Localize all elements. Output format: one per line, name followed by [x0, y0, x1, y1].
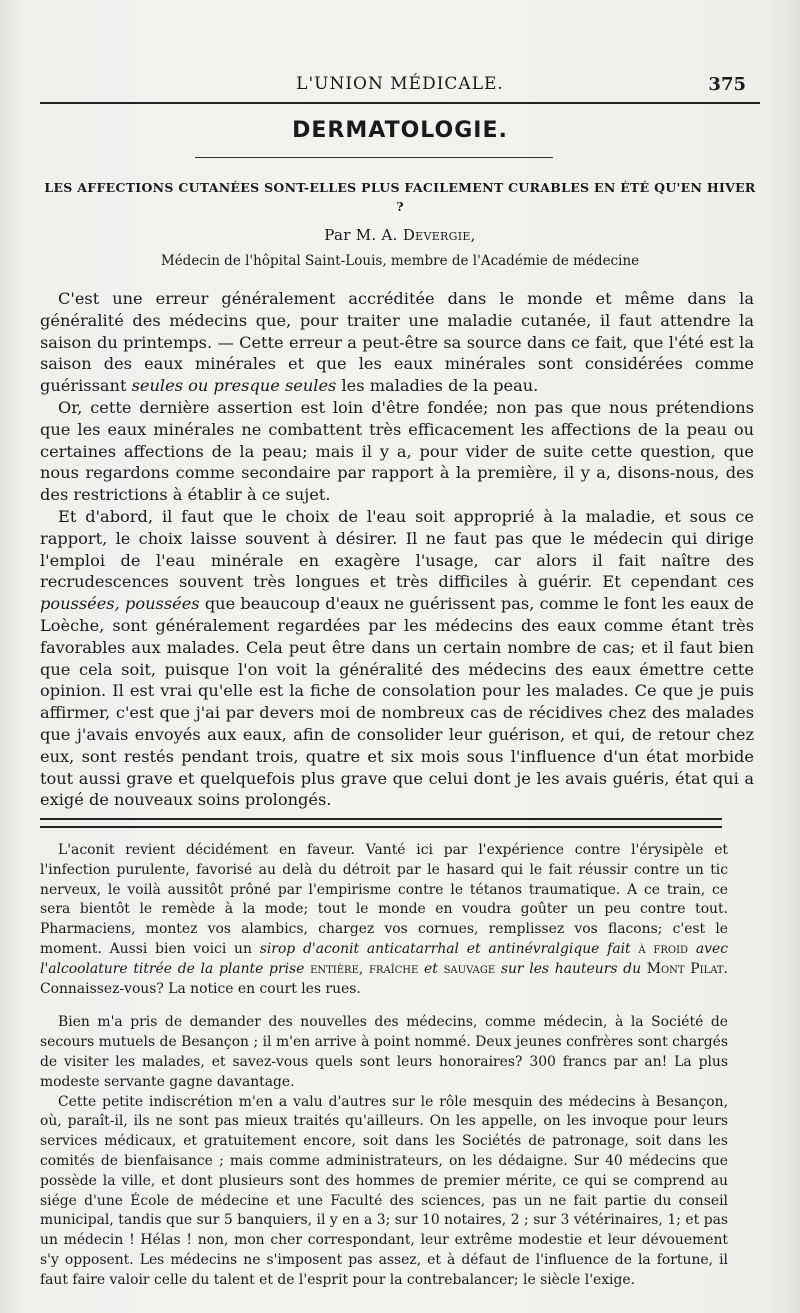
feuilleton-paragraph-3: Cette petite indiscrétion m'en a valu d'autres sur le rôle mesquin des médecins à Besançon, où, paraît-il, ils ne sont pas mieux traités qu'ailleurs. On les appelle, on les invoque pour leurs services médicaux, et gratuitement encore, soit dans les Sociétés de patronage, soit dans les comités de bienfaisance ; mais comme administrateurs, on les dédaigne. Sur 40 médecins que possède la ville, et dont plusieurs sont des hommes de premier mérite, ce qui se comprend au siége d'une École de médecine et une Faculté des sciences, pas un ne fait partie du conseil municipal, tandis que sur 5 banquiers, il y en a 3; sur 10 notaires, 2 ; sur 3 vétérinaires, 1; et pas un médecin ! Hélas ! non, mon cher correspondant, leur extrême modestie et leur dévouement s'y opposent. Les médecins ne s'imposent pas assez, et à défaut de l'influence de la fortune, il faut faire valoir celle du talent et de l'esprit pour la contrebalancer; le siècle l'exige. [40, 1093, 728, 1288]
article-title: LES AFFECTIONS CUTANÉES SONT-ELLES PLUS FACILEMENT CURABLES EN ÉTÉ QU'EN HIVER ? [44, 180, 756, 214]
running-head [40, 70, 760, 100]
author-name: Devergie, [402, 226, 476, 244]
article-body [40, 288, 754, 811]
article-paragraph-3: Et d'abord, il faut que le choix de l'eau soit approprié à la maladie, et sous ce rapport, le choix laisse souvent à désirer. Il ne faut pas que le médecin qui dirige l'emploi de l'eau minérale en exagère l'usage, car alors il fait naître des recrudescences souvent très longues et très difficiles à guérir. Et cependant ces poussées, poussées que beaucoup d'eaux ne guérissent pas, comme le font les eaux de Loèche, sont généralement regardées par les médecins des eaux comme étant très favorables aux malades. Cela peut être dans un certain nombre de cas; et il faut bien que cela soit, puisque l'on voit la généralité des médecins des eaux émettre cette opinion. Il est vrai qu'elle est la fiche de consolation pour les malades. Ce que je puis affirmer, c'est que j'ai par devers moi de nombreux cas de récidives chez des malades que j'avais envoyés aux eaux, afin de consolider leur guérison, et qui, de retour chez eux, sont restés pendant trois, quatre et six mois sous l'influence d'un état morbide tout aussi grave et quelquefois plus grave que celui dont je les avais guéris, état qui a exigé de nouveaux soins prolongés. [40, 506, 754, 810]
section-rule [195, 157, 553, 158]
header-rule [40, 102, 760, 104]
byline-prefix: Par M. A. [324, 226, 398, 244]
page-number: 375 [708, 74, 746, 95]
article-paragraph-2: Or, cette dernière assertion est loin d'être fondée; non pas que nous prétendions que les eaux minérales ne combattent très efficacement les affections de la peau ou certaines affections de la peau; mais il y a, pour vider de suite cette question, que nous regardons comme secondaire par rapport à la première, il y a, disons-nous, des des restrictions à établir à ce sujet. [40, 397, 754, 505]
author-affiliation: Médecin de l'hôpital Saint-Louis, membre de l'Académie de médecine [160, 253, 640, 269]
feuilleton-paragraph-1: L'aconit revient décidément en faveur. Vanté ici par l'expérience contre l'érysipèle et l'infection purulente, favorisé au delà du détroit par le hasard qui le fait réussir contre un tic nerveux, le voilà aussitôt prôné par l'empirisme contre le tétanos traumatique. A ce train, ce sera bientôt le remède à la mode; tout le monde en voudra goûter un peu contre tout. Pharmaciens, montez vos alambics, chargez vos cornues, remplissez vos flacons; c'est le moment. Aussi bien voici un sirop d'aconit anticatarrhal et antinévralgique fait à froid avec l'alcoolature titrée de la plante prise entière, fraîche et sauvage sur les hauteurs du Mont Pilat. Connaissez-vous? La notice en court les rues. [40, 842, 728, 997]
feuilleton-paragraph-2: Bien m'a pris de demander des nouvelles des médecins, comme médecin, à la Société de secours mutuels de Besançon ; il m'en arrive à point nommé. Deux jeunes confrères sont chargés de visiter les malades, et savez-vous quels sont leurs honoraires? 300 francs par an! La plus modeste servante gagne davantage. [40, 1014, 728, 1090]
byline [40, 226, 760, 244]
feuilleton-divider [40, 818, 722, 828]
section-title: DERMATOLOGIE. [292, 118, 508, 143]
article-paragraph-1: C'est une erreur généralement accréditée dans le monde et même dans la généralité des médecins que, pour traiter une maladie cutanée, il faut attendre la saison du printemps. — Cette erreur a peut-être sa source dans ce fait, que l'été est la saison des eaux minérales et que les eaux minérales sont considérées comme guérissant seules ou presque seules les maladies de la peau. [40, 289, 754, 396]
journal-title: L'UNION MÉDICALE. [296, 74, 504, 94]
feuilleton-body [40, 841, 728, 1291]
